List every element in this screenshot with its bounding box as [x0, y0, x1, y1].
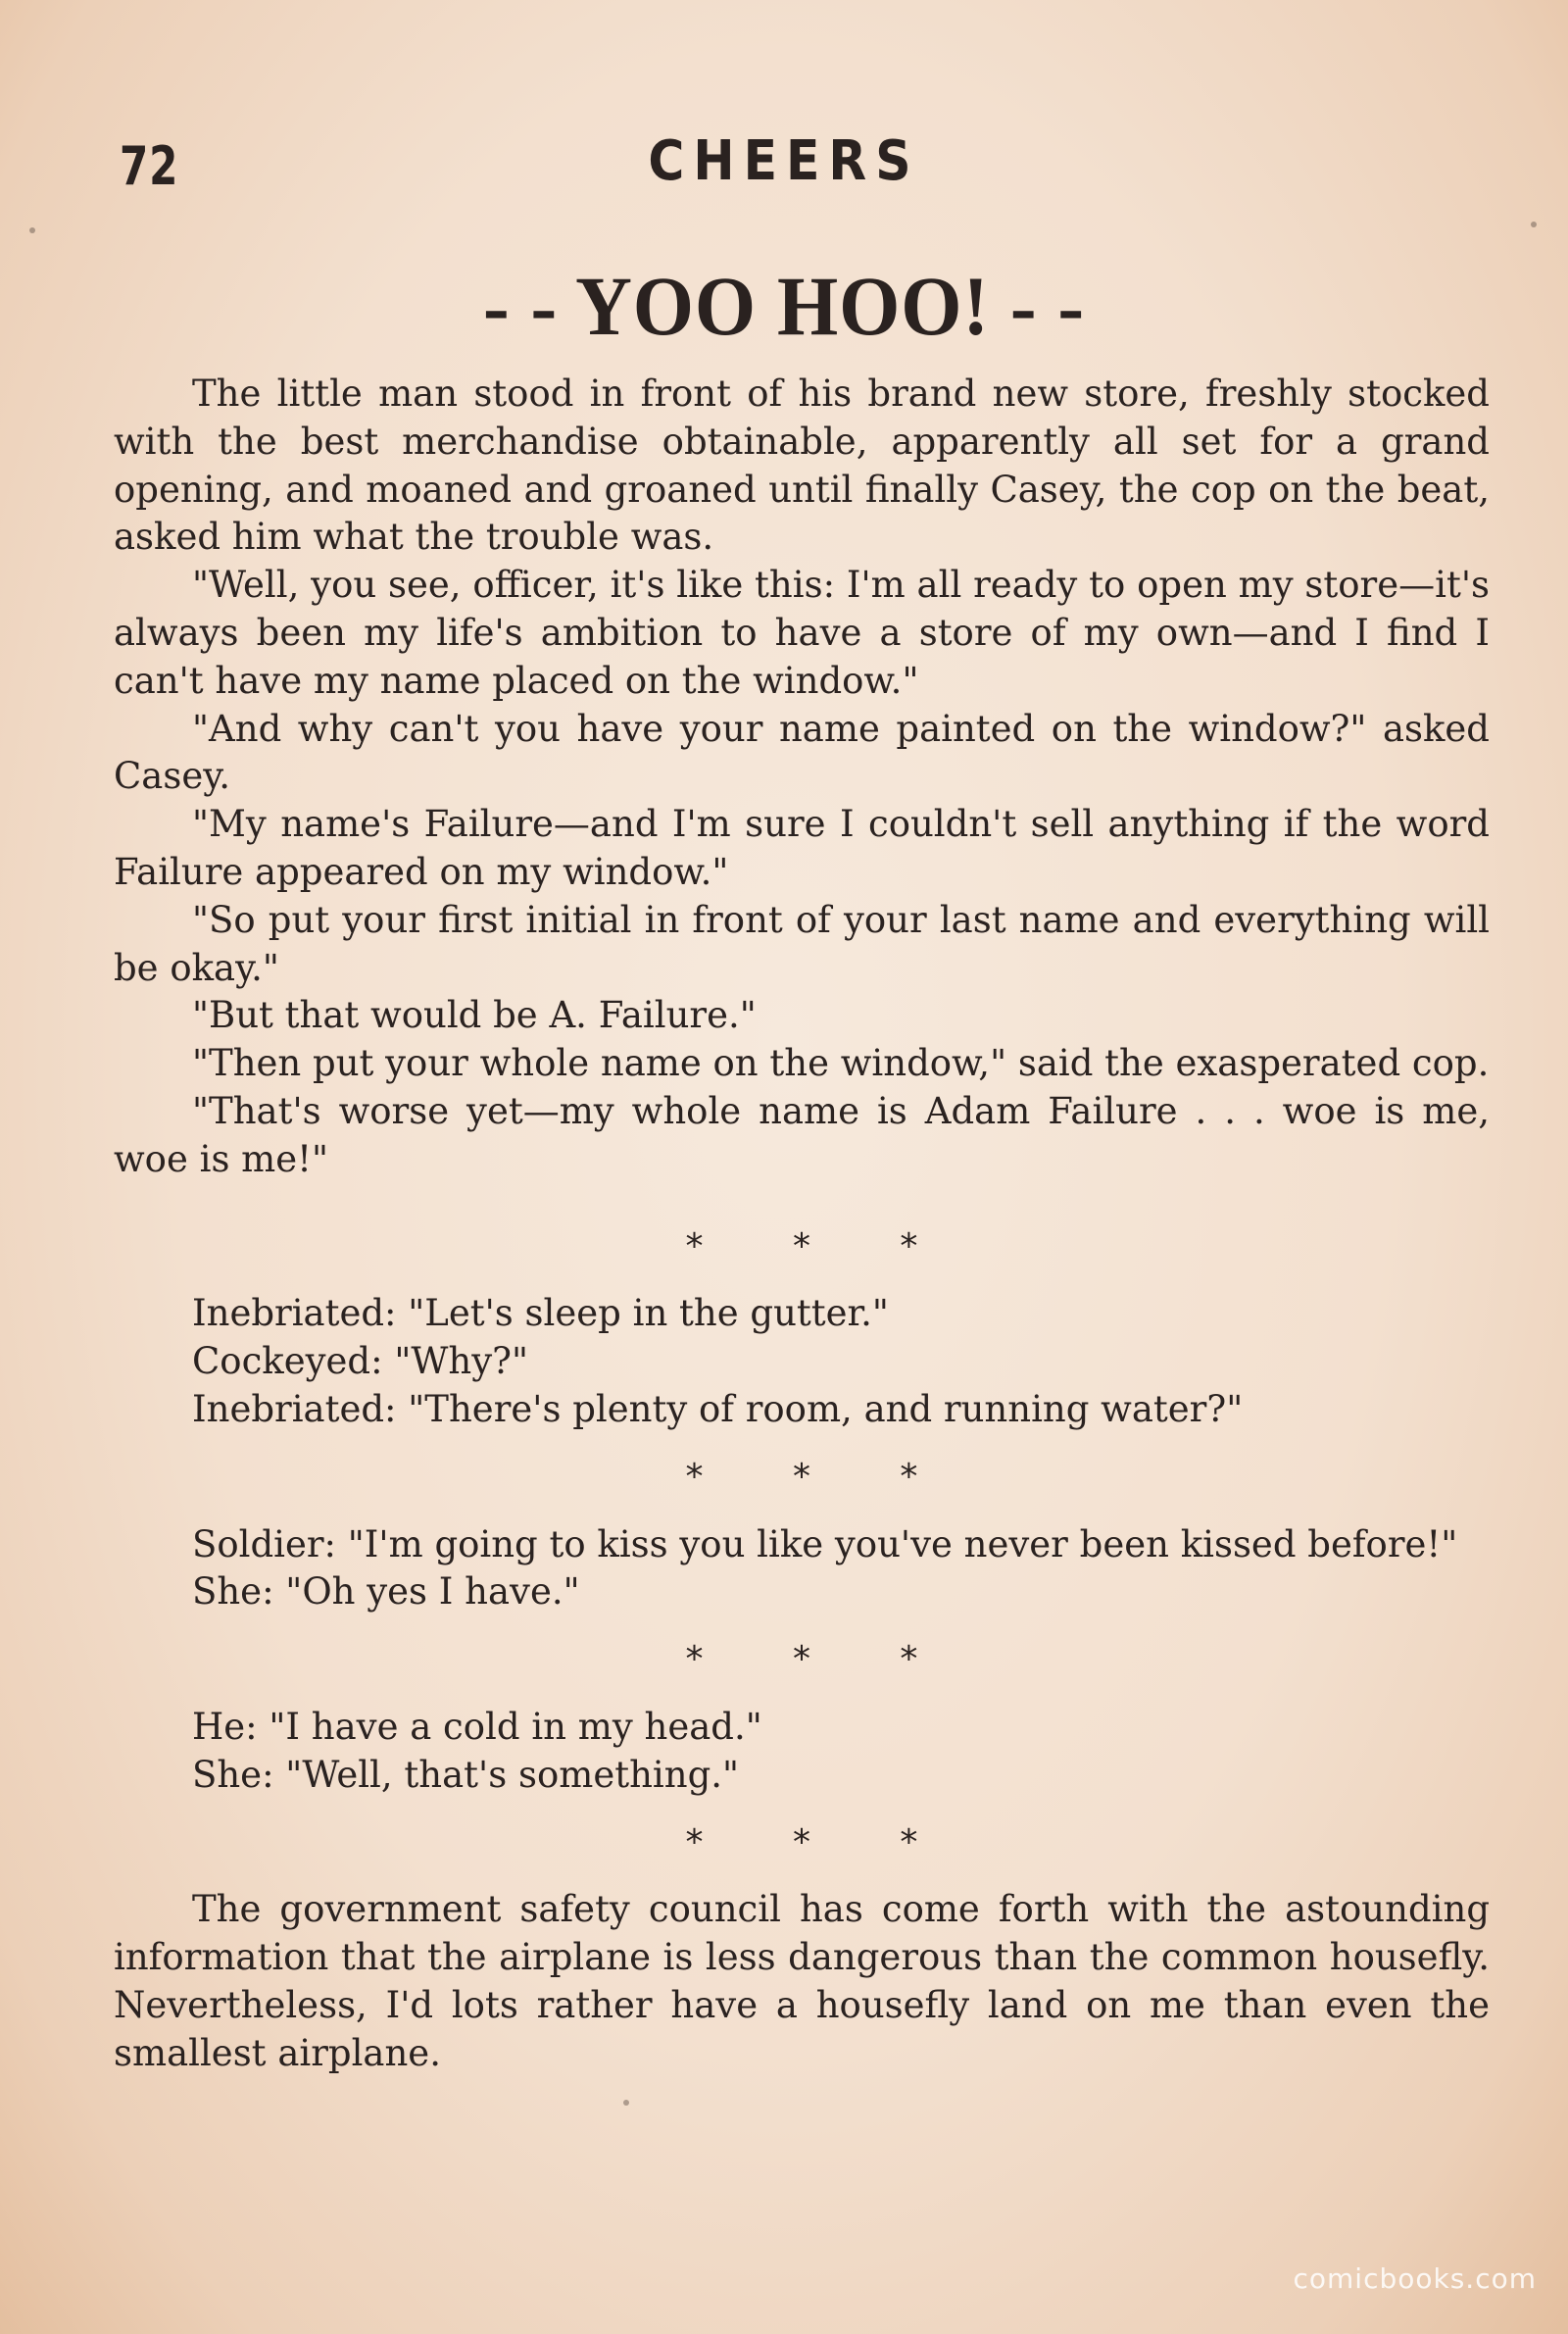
- paper-speck: [623, 2100, 629, 2106]
- story-paragraph: "But that would be A. Failure.": [192, 994, 757, 1037]
- dialogue-line: She: "Oh yes I have.": [192, 1570, 580, 1614]
- story-paragraph: "So put your first initial in front of your last name and everything will be okay.": [114, 898, 1490, 989]
- story-paragraph: "And why can't you have your name painted on the window?" asked Casey.: [114, 707, 1490, 798]
- joke-soldier: [114, 1521, 1490, 1617]
- joke-cold: [114, 1704, 1490, 1800]
- asterism-separator: * * *: [685, 1456, 957, 1497]
- site-watermark: comicbooks.com: [1293, 2262, 1537, 2295]
- article-title: - - YOO HOO! - -: [483, 259, 1085, 353]
- asterism-separator: * * *: [685, 1639, 957, 1680]
- story-paragraph: "My name's Failure—and I'm sure I couldn't sell anything if the word Failure appeared on my window.": [114, 803, 1490, 893]
- paper-speck: [29, 227, 35, 233]
- page-number: 72: [120, 135, 179, 197]
- closing-paragraph: The government safety council has come forth with the astounding information that the airplane is less dangerous than the common housefly. Nevertheless, I'd lots rather have a housefly land on me than even the smallest airplane.: [114, 1888, 1490, 2074]
- story-paragraph: "Then put your whole name on the window," said the exasperated cop.: [192, 1042, 1490, 1085]
- dialogue-line: Cockeyed: "Why?": [192, 1340, 528, 1383]
- magazine-title-text: CHEERS: [648, 129, 920, 193]
- paper-speck: [1531, 222, 1537, 227]
- dialogue-line: Inebriated: "There's plenty of room, and running water?": [192, 1387, 1244, 1430]
- asterism-separator: * * *: [685, 1225, 957, 1266]
- magazine-title: [0, 129, 1568, 193]
- article-body: [114, 371, 1490, 2078]
- dialogue-line: Inebriated: "Let's sleep in the gutter.": [192, 1292, 889, 1335]
- page-header: [0, 125, 1568, 204]
- dialogue-line: Soldier: "I'm going to kiss you like you've never been kissed before!": [192, 1522, 1458, 1565]
- dialogue-line: She: "Well, that's something.": [192, 1753, 740, 1796]
- story-paragraph: "Well, you see, officer, it's like this: I'm all ready to open my store—it's always been my life's ambition to have a store of my own—and I find I can't have my name placed on the window.": [114, 564, 1490, 702]
- story-paragraph: "That's worse yet—my whole name is Adam Failure . . . woe is me, woe is me!": [114, 1089, 1490, 1180]
- asterism-separator: * * *: [685, 1821, 957, 1862]
- joke-inebriated: [114, 1290, 1490, 1433]
- story-paragraph: The little man stood in front of his brand new store, freshly stocked with the best merchandise obtainable, apparently all set for a grand opening, and moaned and groaned until finally Casey, the cop on the beat, asked him what the trouble was.: [114, 372, 1490, 559]
- dialogue-line: He: "I have a cold in my head.": [192, 1705, 762, 1748]
